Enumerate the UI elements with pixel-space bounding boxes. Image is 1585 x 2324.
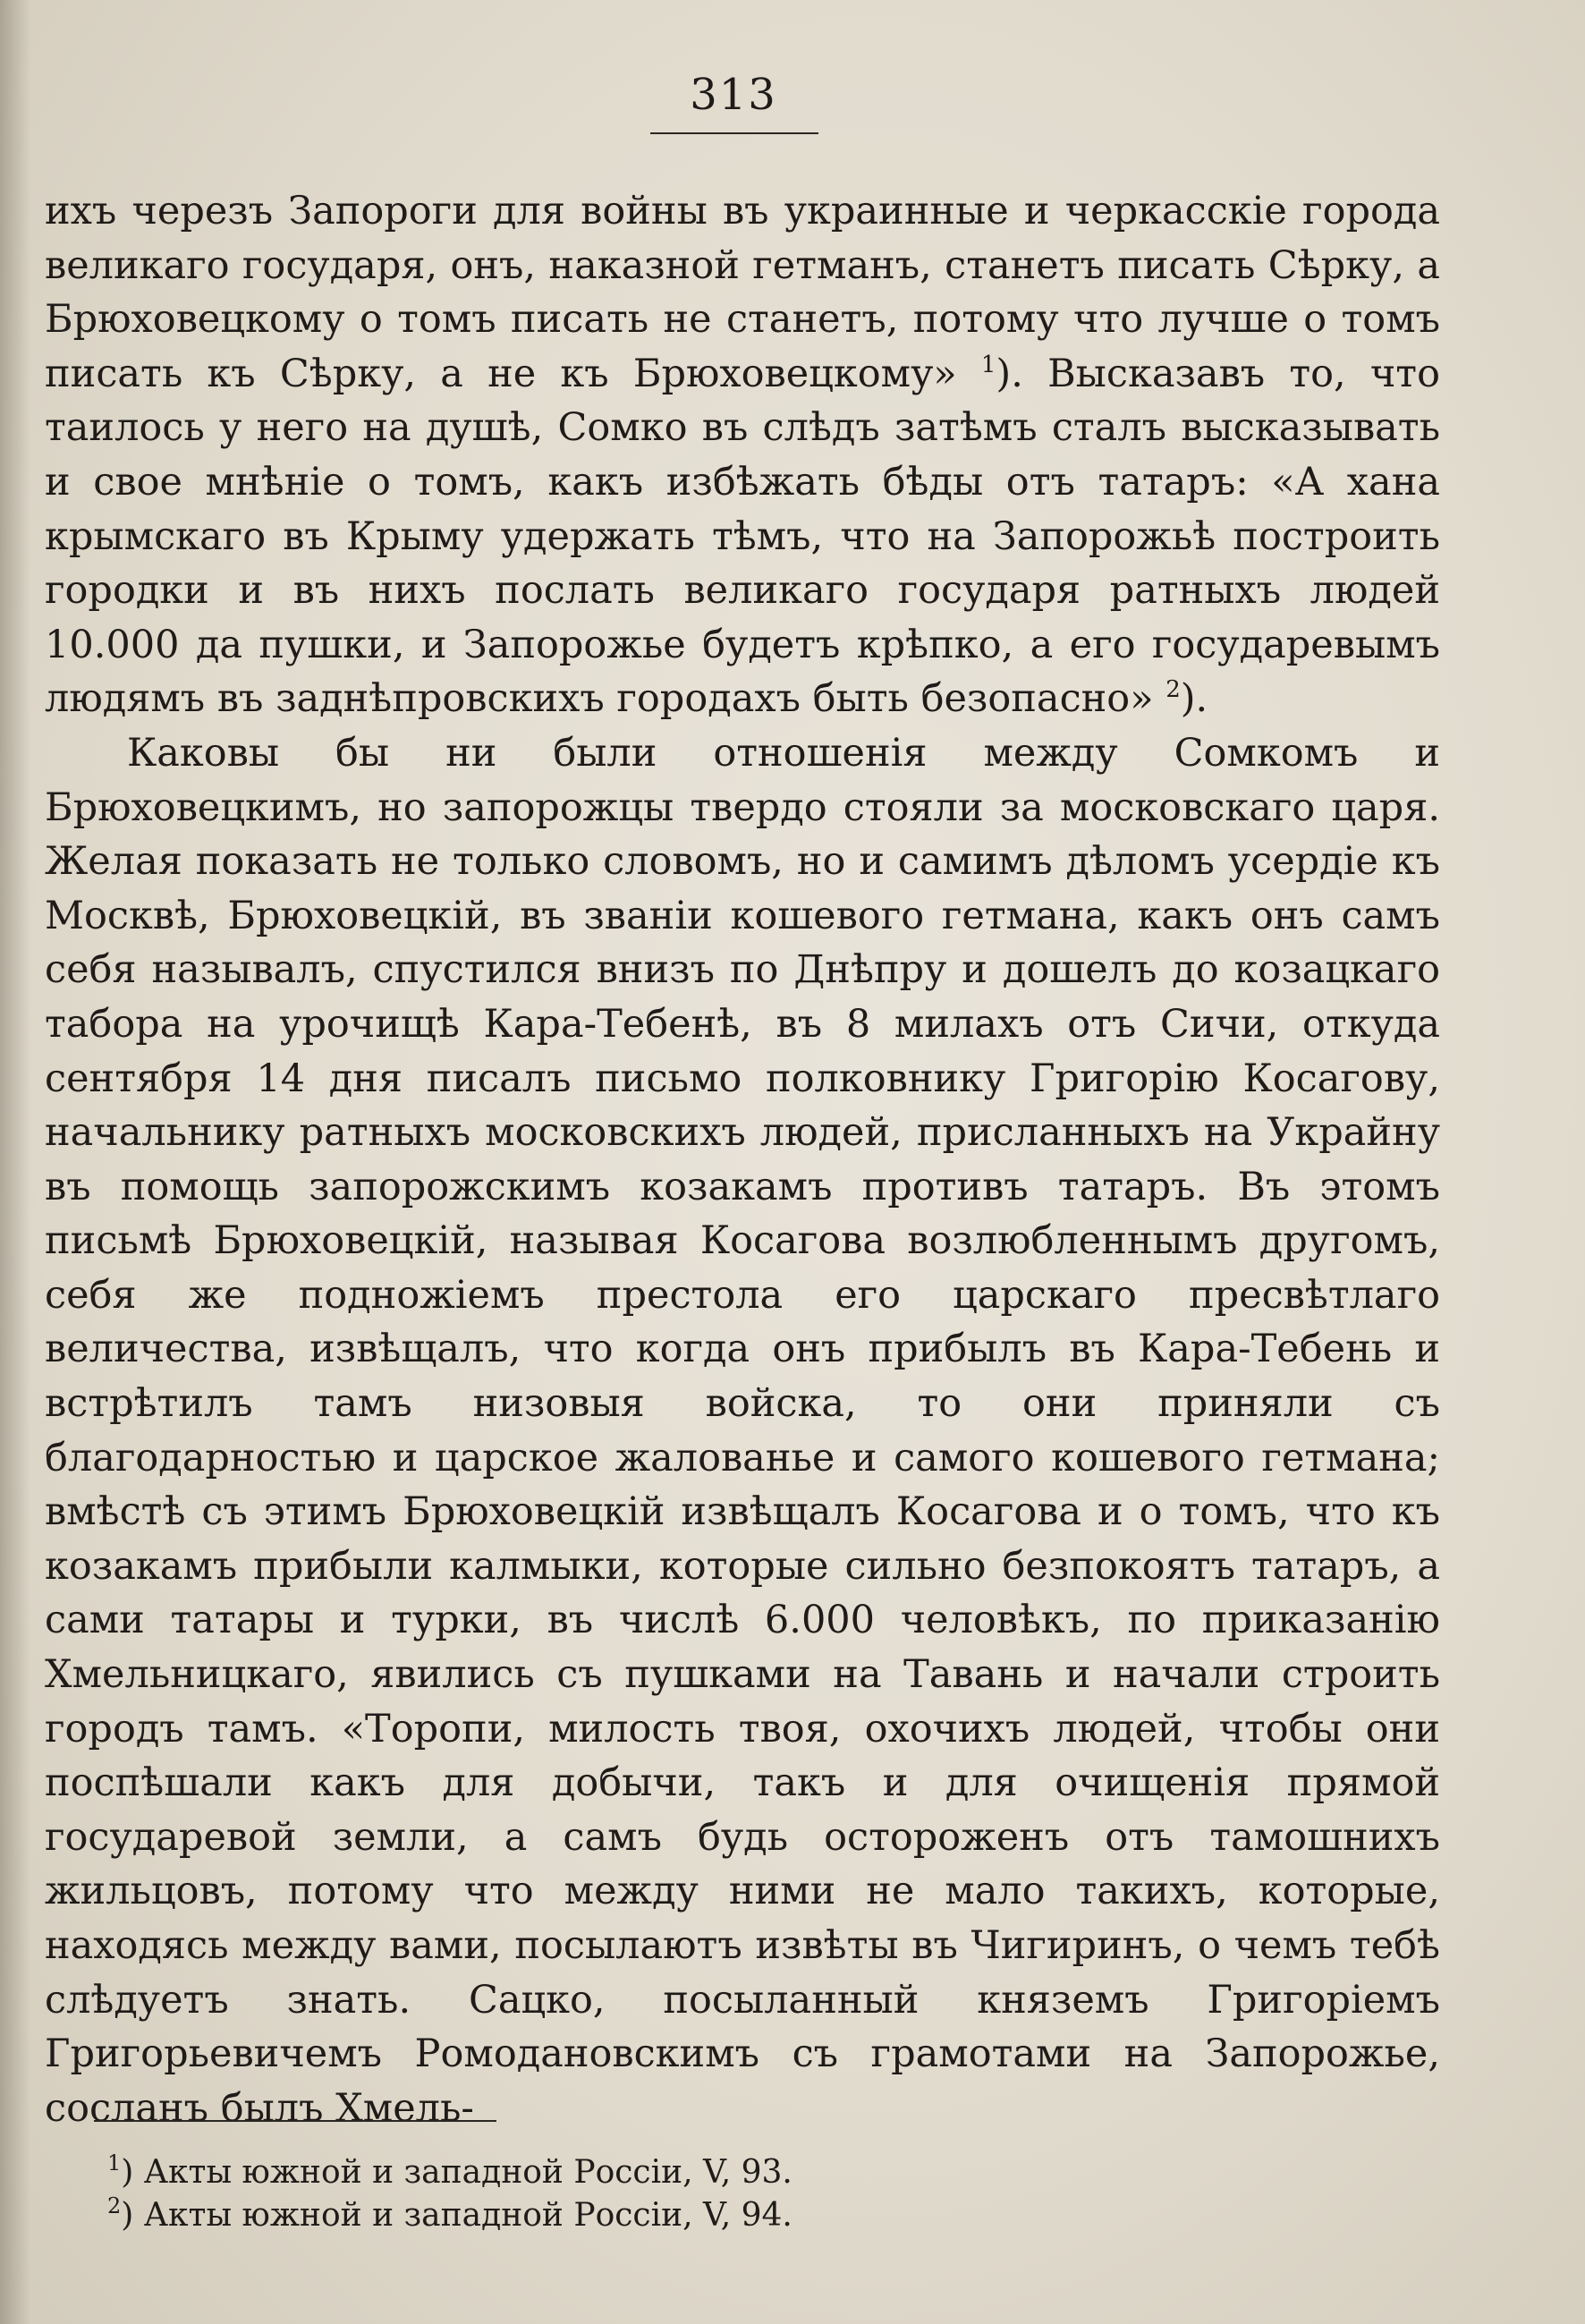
paragraph-1-part-b: ). Высказавъ то, что таилось у него на душѣ, Сомко въ слѣдъ затѣмъ сталъ высказывать и свое мнѣніе о томъ, какъ избѣжать бѣды отъ татаръ: «А хана крымскаго въ Крыму удержать тѣмъ, что на Запорожьѣ построить городки и въ нихъ послать великаго государя ратныхъ людей 10.000 да пушки, и Запорожье будетъ крѣпко, а его государевымъ людямъ въ заднѣпровскихъ городахъ быть безопасно» — [45, 351, 1440, 722]
paragraph-2: Каковы бы ни были отношенія между Сомкомъ и Брюховецкимъ, но запорожцы твердо стояли за московскаго царя. Желая показать не только словомъ, но и самимъ дѣломъ усердіе къ Москвѣ, Брюховецкій, въ званіи кошевого гетмана, какъ онъ самъ себя называлъ, спустился внизъ по Днѣпру и дошелъ до козацкаго табора на урочищѣ Кара-Тебенѣ, въ 8 милахъ отъ Сичи, откуда сентября 14 дня писалъ письмо полковнику Григорію Косагову, начальнику ратныхъ московскихъ людей, присланныхъ на Украйну въ помощь запорожскимъ козакамъ противъ татаръ. Въ этомъ письмѣ Брюховецкій, называя Косагова возлюбленнымъ другомъ, себя же подножіемъ престола его царскаго пресвѣтлаго величества, извѣщалъ, что когда онъ прибылъ въ Кара-Тебень и встрѣтилъ тамъ низовыя войска, то они приняли съ благодарностью и царское жалованье и самого кошевого гетмана; вмѣстѣ съ этимъ Брюховецкій извѣщалъ Косагова и о томъ, что къ козакамъ прибыли калмыки, которые сильно безпокоятъ татаръ, а сами татары и турки, въ числѣ 6.000 человѣкъ, по приказанію Хмельницкаго, явились съ пушками на Тавань и начали строить городъ тамъ. «Торопи, милость твоя, охочихъ людей, чтобы они поспѣшали какъ для добычи, такъ и для очищенія прямой государевой земли, а самъ будь остороженъ отъ тамошнихъ жильцовъ, потому что между ними не мало такихъ, которые, находясь между вами, посылаютъ извѣты въ Чигиринъ, о чемъ тебѣ слѣдуетъ знать. Сацко, посыланный княземъ Григоріемъ Григорьевичемъ Ромодановскимъ съ грамотами на Запорожье, сосланъ былъ Хмель- — [45, 730, 1440, 2131]
footnote-1 — [107, 2151, 1002, 2194]
header-rule — [650, 132, 818, 134]
paragraph-1 — [45, 184, 1440, 726]
footnote-ref-2: 2 — [1165, 676, 1181, 704]
footnotes — [107, 2151, 1002, 2237]
spine-shadow — [0, 0, 30, 2324]
footnote-rule — [94, 2120, 496, 2122]
footnote-2-mark: 2 — [107, 2193, 122, 2218]
footnote-1-mark: 1 — [107, 2150, 122, 2176]
page-number: 313 — [690, 70, 777, 120]
paragraph-1-part-a: ихъ черезъ Запороги для войны въ украинные и черкасскіе города великаго государя, онъ, наказной гетманъ, станетъ писать Сѣрку, а Брюховецкому о томъ писать не станетъ, потому что лучше о томъ писать къ Сѣрку, а не къ Брюховецкому» — [45, 189, 1440, 396]
footnote-2-text: ) Акты южной и западной Россіи, V, 94. — [121, 2197, 792, 2234]
footnote-2 — [107, 2194, 1002, 2237]
body-text — [45, 184, 1440, 2135]
paragraph-1-part-c: ). — [1180, 676, 1208, 722]
footnote-1-text: ) Акты южной и западной Россіи, V, 93. — [121, 2154, 792, 2191]
footnote-ref-1: 1 — [980, 351, 996, 378]
